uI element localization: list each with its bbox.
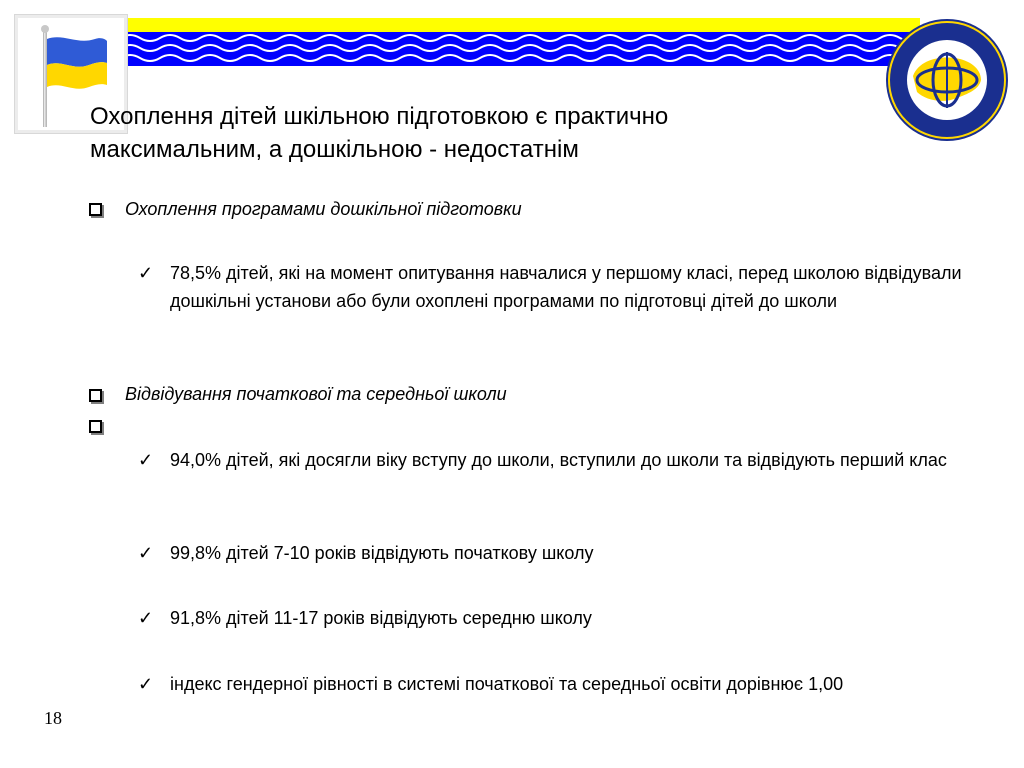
check-icon: ✓ [138,674,154,694]
square-bullet-icon [89,389,102,402]
check-icon: ✓ [138,263,154,283]
institute-emblem-icon [883,16,1011,144]
section-heading: Охоплення програмами дошкільної підготовки [125,199,522,219]
list-item: 78,5% дітей, які на момент опитування навчалися у першому класі, перед школою відвідували дошкільні установи або були охоплені програмами по підготовці дітей до школи [170,263,962,311]
header-banner [120,18,920,66]
institute-emblem [883,16,1011,144]
banner-waves [120,18,920,66]
check-icon: ✓ [138,450,154,470]
section-heading: Відвідування початкової та середньої школи [125,384,507,404]
slide-number: 18 [44,708,62,728]
square-bullet-icon [89,420,102,433]
list-item: індекс гендерної рівності в системі початкової та середньої освіти дорівнює 1,00 [170,674,844,694]
check-icon: ✓ [138,543,154,563]
check-icon: ✓ [138,608,154,628]
list-item: 99,8% дітей 7-10 років відвідують початкову школу [170,543,594,563]
list-item: 91,8% дітей 11-17 років відвідують середню школу [170,608,592,628]
list-item: 94,0% дітей, які досягли віку вступу до школи, вступили до школи та відвідують перший клас [170,450,947,470]
slide-title: Охоплення дітей шкільною підготовкою є практично максимальним, а дошкільною - недостатнім [90,103,669,163]
square-bullet-icon [89,203,102,216]
